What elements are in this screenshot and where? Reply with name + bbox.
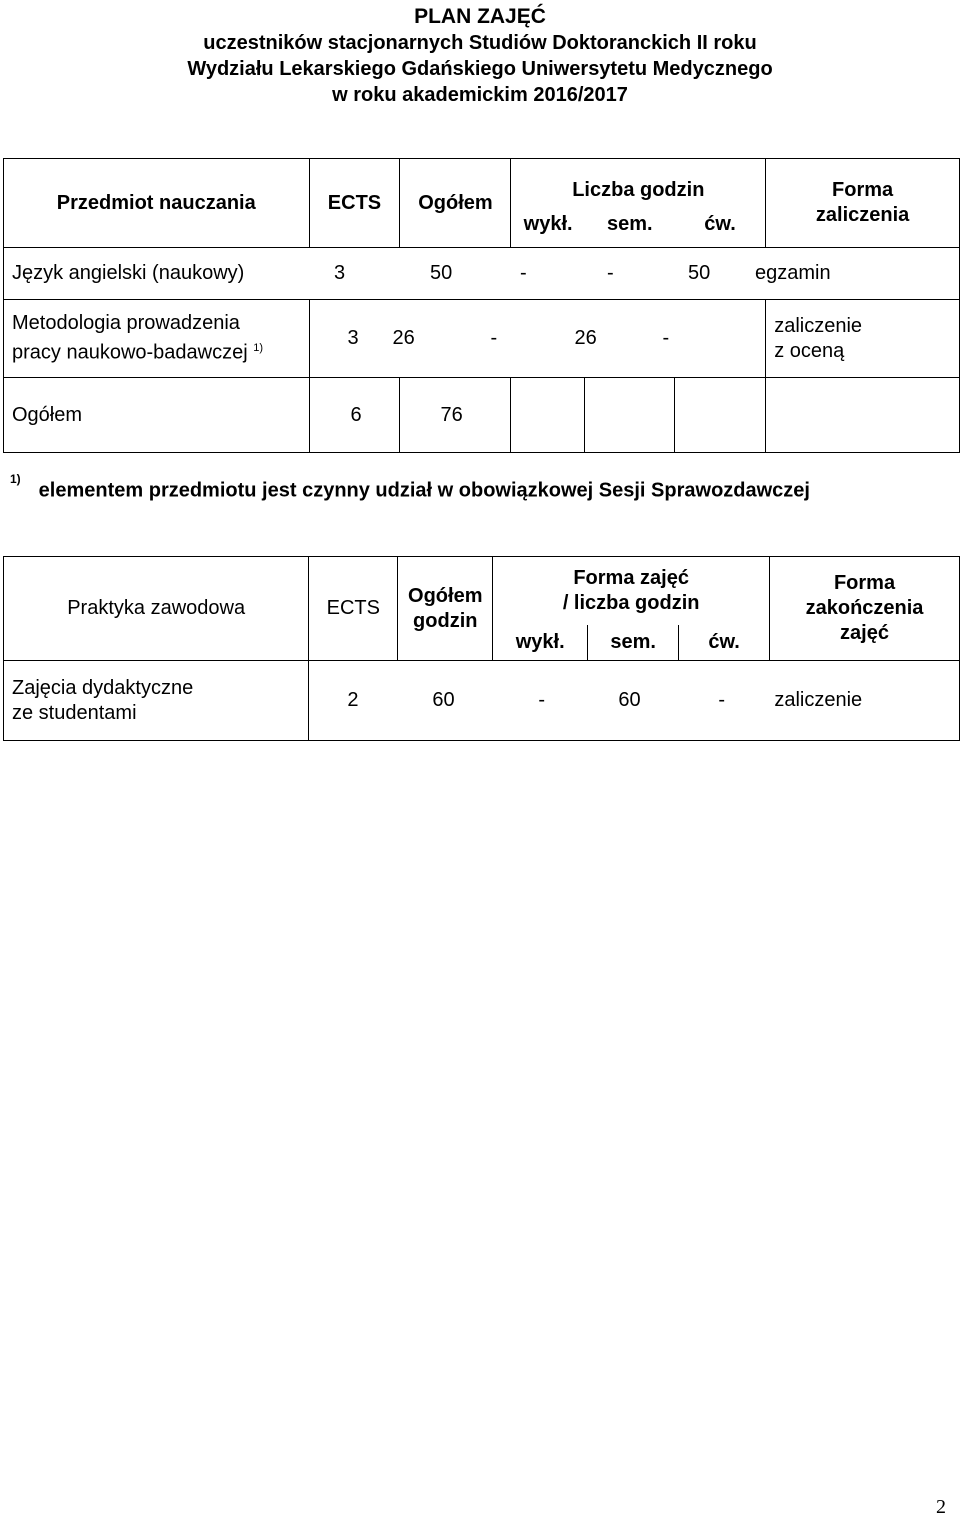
header-practice: Praktyka zawodowa — [4, 557, 309, 661]
total-hours: 76 — [400, 378, 511, 453]
header-total-hours-line2: godzin — [413, 609, 478, 632]
total-ects: 6 — [309, 378, 400, 453]
row2-footnote-marker: 1) — [253, 342, 264, 355]
internship-table — [3, 556, 960, 741]
document-title — [0, 4, 960, 108]
header-seminar: sem. — [585, 203, 675, 248]
header-ects-2: ECTS — [309, 557, 398, 661]
practice-completion: zaliczenie — [774, 689, 863, 711]
header-form-line1: Forma — [832, 179, 894, 201]
row1-form: egzamin — [755, 262, 831, 284]
row2-seminar: 26 — [574, 327, 597, 349]
header-completion-line3: zajęć — [840, 622, 889, 644]
footnote — [10, 472, 810, 503]
row2-total: 26 — [392, 327, 415, 349]
course-plan-table — [3, 158, 960, 453]
table-row — [4, 300, 960, 378]
header-completion-line2: zakończenia — [805, 597, 924, 619]
header-exercise-2: ćw. — [679, 625, 770, 661]
practice-total: 60 — [432, 689, 455, 711]
header-form-line2: zaliczenia — [815, 204, 910, 226]
row2-subject-line1: Metodologia prowadzenia — [12, 312, 240, 335]
row2-lecture: - — [490, 327, 498, 349]
row1-exercise: 50 — [688, 262, 711, 284]
row1-subject: Język angielski (naukowy) — [12, 262, 245, 284]
header-ects: ECTS — [309, 159, 400, 248]
title-line-4: w roku akademickim 2016/2017 — [332, 84, 628, 106]
table-row — [4, 661, 960, 741]
header-seminar-2: sem. — [588, 625, 679, 661]
header-class-form-line1: Forma zajęć — [573, 566, 689, 589]
row1-total: 50 — [430, 262, 453, 284]
row2-exercise: - — [662, 327, 670, 349]
header-exercise: ćw. — [675, 203, 766, 248]
row1-seminar: - — [607, 262, 614, 284]
row1-ects: 3 — [334, 262, 346, 284]
header-completion-line1: Forma — [833, 572, 896, 594]
row2-form-line1: zaliczenie — [774, 314, 863, 337]
title-line-1: PLAN ZAJĘĆ — [414, 5, 546, 28]
practice-exercise: - — [718, 689, 725, 711]
header-total-hours — [398, 557, 493, 661]
practice-lecture: - — [538, 689, 545, 711]
header-class-form — [493, 557, 770, 625]
header-lecture: wykł. — [511, 203, 585, 248]
row1-lecture: - — [520, 262, 527, 284]
row2-form-line2: z oceną — [774, 339, 845, 362]
header-form — [766, 159, 960, 248]
row2-subject — [4, 300, 310, 378]
header-lecture-2: wykł. — [493, 625, 588, 661]
title-line-2: uczestników stacjonarnych Studiów Doktoranckich II roku — [203, 32, 757, 54]
header-completion — [770, 557, 960, 661]
footnote-text: elementem przedmiotu jest czynny udział w obowiązkowej Sesji Sprawozdawczej — [38, 479, 810, 502]
practice-subject-line1: Zajęcia dydaktyczne — [12, 676, 194, 699]
header-total: Ogółem — [400, 159, 511, 248]
total-label: Ogółem — [4, 378, 310, 453]
row2-ects: 3 — [347, 327, 359, 349]
table-row — [4, 248, 960, 300]
header-subject: Przedmiot nauczania — [4, 159, 310, 248]
header-total-hours-line1: Ogółem — [408, 584, 483, 607]
practice-subject-line2: ze studentami — [12, 701, 137, 724]
row2-subject-line2: pracy naukowo-badawczej — [12, 341, 248, 364]
header-class-form-line2: / liczba godzin — [562, 591, 700, 614]
page-number: 2 — [936, 1496, 946, 1518]
footnote-marker: 1) — [10, 472, 21, 486]
practice-seminar: 60 — [618, 689, 641, 711]
practice-subject — [4, 661, 309, 741]
title-line-3: Wydziału Lekarskiego Gdańskiego Uniwersytetu Medycznego — [187, 58, 773, 80]
row2-form — [766, 300, 960, 378]
practice-ects: 2 — [347, 689, 359, 711]
header-hours: Liczba godzin — [511, 159, 766, 203]
total-row — [4, 378, 960, 453]
